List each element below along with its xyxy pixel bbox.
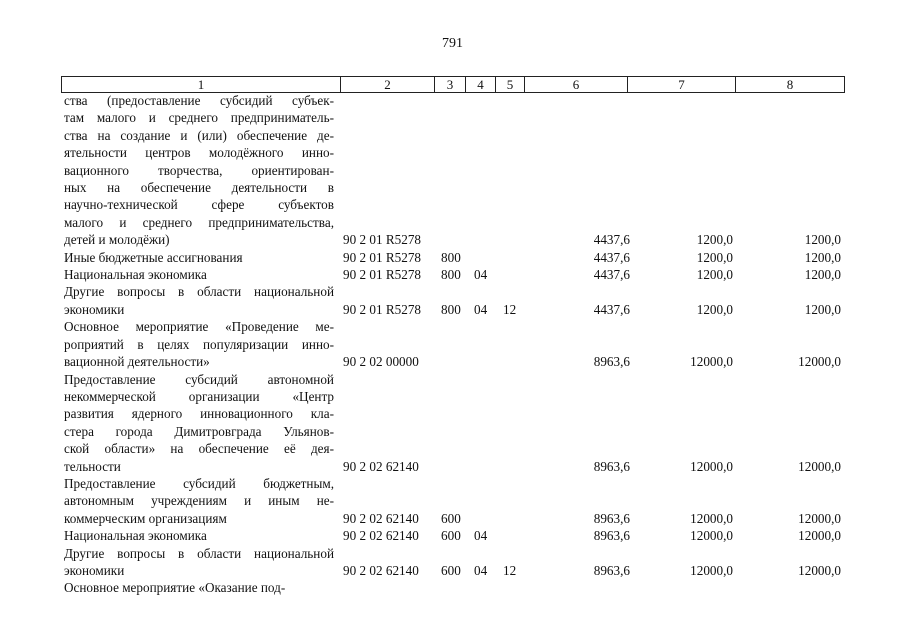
section-cell: 04 [474,301,488,317]
description-line: тельности [64,458,121,474]
description-line: Предоставление субсидий бюджетным, [64,475,334,491]
amount-col7-cell: 1200,0 [696,232,733,248]
subsection-cell: 12 [503,301,517,317]
budget-code-cell: 90 2 02 62140 [343,458,419,474]
description-line: там малого и среднего предприниматель- [64,110,334,126]
amount-col6-cell: 8963,6 [593,528,630,544]
table-row [0,283,905,318]
amount-col8-cell: 12000,0 [798,528,841,544]
description-line: ятельности центров молодёжного инно- [64,145,334,161]
description-line: Основное мероприятие «Проведение ме- [64,319,334,335]
amount-col8-cell: 12000,0 [798,562,841,578]
column-header-4: 4 [466,77,496,93]
column-header-3: 3 [435,77,466,93]
amount-col7-cell: 12000,0 [690,562,733,578]
table-row [0,371,905,475]
description-line: Другие вопросы в области национальной [64,284,334,300]
column-header-row [61,76,845,93]
amount-col8-cell: 12000,0 [798,510,841,526]
description-line: Другие вопросы в области национальной [64,545,334,561]
description-line: Иные бюджетные ассигнования [64,249,243,265]
description-line: стера города Димитровграда Ульянов- [64,423,334,439]
column-header-6: 6 [525,77,628,93]
amount-col7-cell: 1200,0 [696,301,733,317]
description-line: вационного творчества, ориентирован- [64,162,334,178]
budget-table-body [0,92,905,597]
budget-code-cell: 90 2 02 62140 [343,562,419,578]
description-line: научно-технической сфере субъектов [64,197,334,213]
column-header-7: 7 [628,77,736,93]
description-line: развития ядерного инновационного кла- [64,406,334,422]
description-line: роприятий в целях популяризации инно- [64,336,334,352]
description-line: Национальная экономика [64,267,207,283]
expense-type-cell: 800 [441,301,461,317]
table-row [0,527,905,544]
amount-col6-cell: 8963,6 [593,562,630,578]
expense-type-cell: 600 [441,528,461,544]
section-cell: 04 [474,562,488,578]
table-row [0,579,905,596]
description-line: коммерческим организациям [64,510,227,526]
budget-code-cell: 90 2 02 62140 [343,510,419,526]
expense-type-cell: 800 [441,267,461,283]
amount-col8-cell: 12000,0 [798,354,841,370]
section-cell: 04 [474,528,488,544]
description-line: ства (предоставление субсидий субъек- [64,93,334,108]
budget-code-cell: 90 2 01 R5278 [343,267,422,283]
amount-col6-cell: 4437,6 [593,249,630,265]
amount-col7-cell: 12000,0 [690,528,733,544]
amount-col6-cell: 8963,6 [593,458,630,474]
table-row [0,266,905,283]
description-line: ской области» на обеспечение её дея- [64,441,334,457]
table-row [0,92,905,249]
expense-type-cell: 600 [441,562,461,578]
row-description [64,92,334,249]
column-header-1: 1 [62,77,341,93]
budget-code-cell: 90 2 01 R5278 [343,301,422,317]
description-line: экономики [64,301,125,317]
amount-col7-cell: 12000,0 [690,354,733,370]
amount-col8-cell: 1200,0 [804,249,841,265]
amount-col8-cell: 1200,0 [804,267,841,283]
description-line: Национальная экономика [64,528,207,544]
budget-code-cell: 90 2 02 00000 [343,354,419,370]
description-line: экономики [64,562,125,578]
amount-col7-cell: 12000,0 [690,458,733,474]
table-row [0,475,905,527]
description-line: Основное мероприятие «Оказание под- [64,580,286,596]
amount-col8-cell: 1200,0 [804,232,841,248]
amount-col8-cell: 1200,0 [804,301,841,317]
budget-code-cell: 90 2 02 62140 [343,528,419,544]
amount-col6-cell: 8963,6 [593,510,630,526]
table-row [0,545,905,580]
column-header-5: 5 [496,77,525,93]
amount-col6-cell: 4437,6 [593,232,630,248]
description-line: автономным учреждениям и иным не- [64,493,334,509]
column-header-8: 8 [736,77,845,93]
amount-col7-cell: 12000,0 [690,510,733,526]
amount-col7-cell: 1200,0 [696,267,733,283]
expense-type-cell: 800 [441,249,461,265]
description-line: ных на обеспечение деятельности в [64,180,334,196]
amount-col8-cell: 12000,0 [798,458,841,474]
subsection-cell: 12 [503,562,517,578]
amount-col7-cell: 1200,0 [696,249,733,265]
section-cell: 04 [474,267,488,283]
table-row [0,318,905,370]
description-line: ства на создание и (или) обеспечение де- [64,127,334,143]
amount-col6-cell: 4437,6 [593,267,630,283]
amount-col6-cell: 8963,6 [593,354,630,370]
table-row [0,249,905,266]
description-line: детей и молодёжи) [64,232,170,248]
description-line: вационной деятельности» [64,354,210,370]
description-line: Предоставление субсидий автономной [64,371,334,387]
page-number: 791 [442,36,463,51]
expense-type-cell: 600 [441,510,461,526]
column-header-2: 2 [341,77,435,93]
budget-code-cell: 90 2 01 R5278 [343,232,422,248]
description-line: некоммерческой организации «Центр [64,388,334,404]
amount-col6-cell: 4437,6 [593,301,630,317]
description-line: малого и среднего предпринимательства, [64,214,334,230]
budget-code-cell: 90 2 01 R5278 [343,249,422,265]
